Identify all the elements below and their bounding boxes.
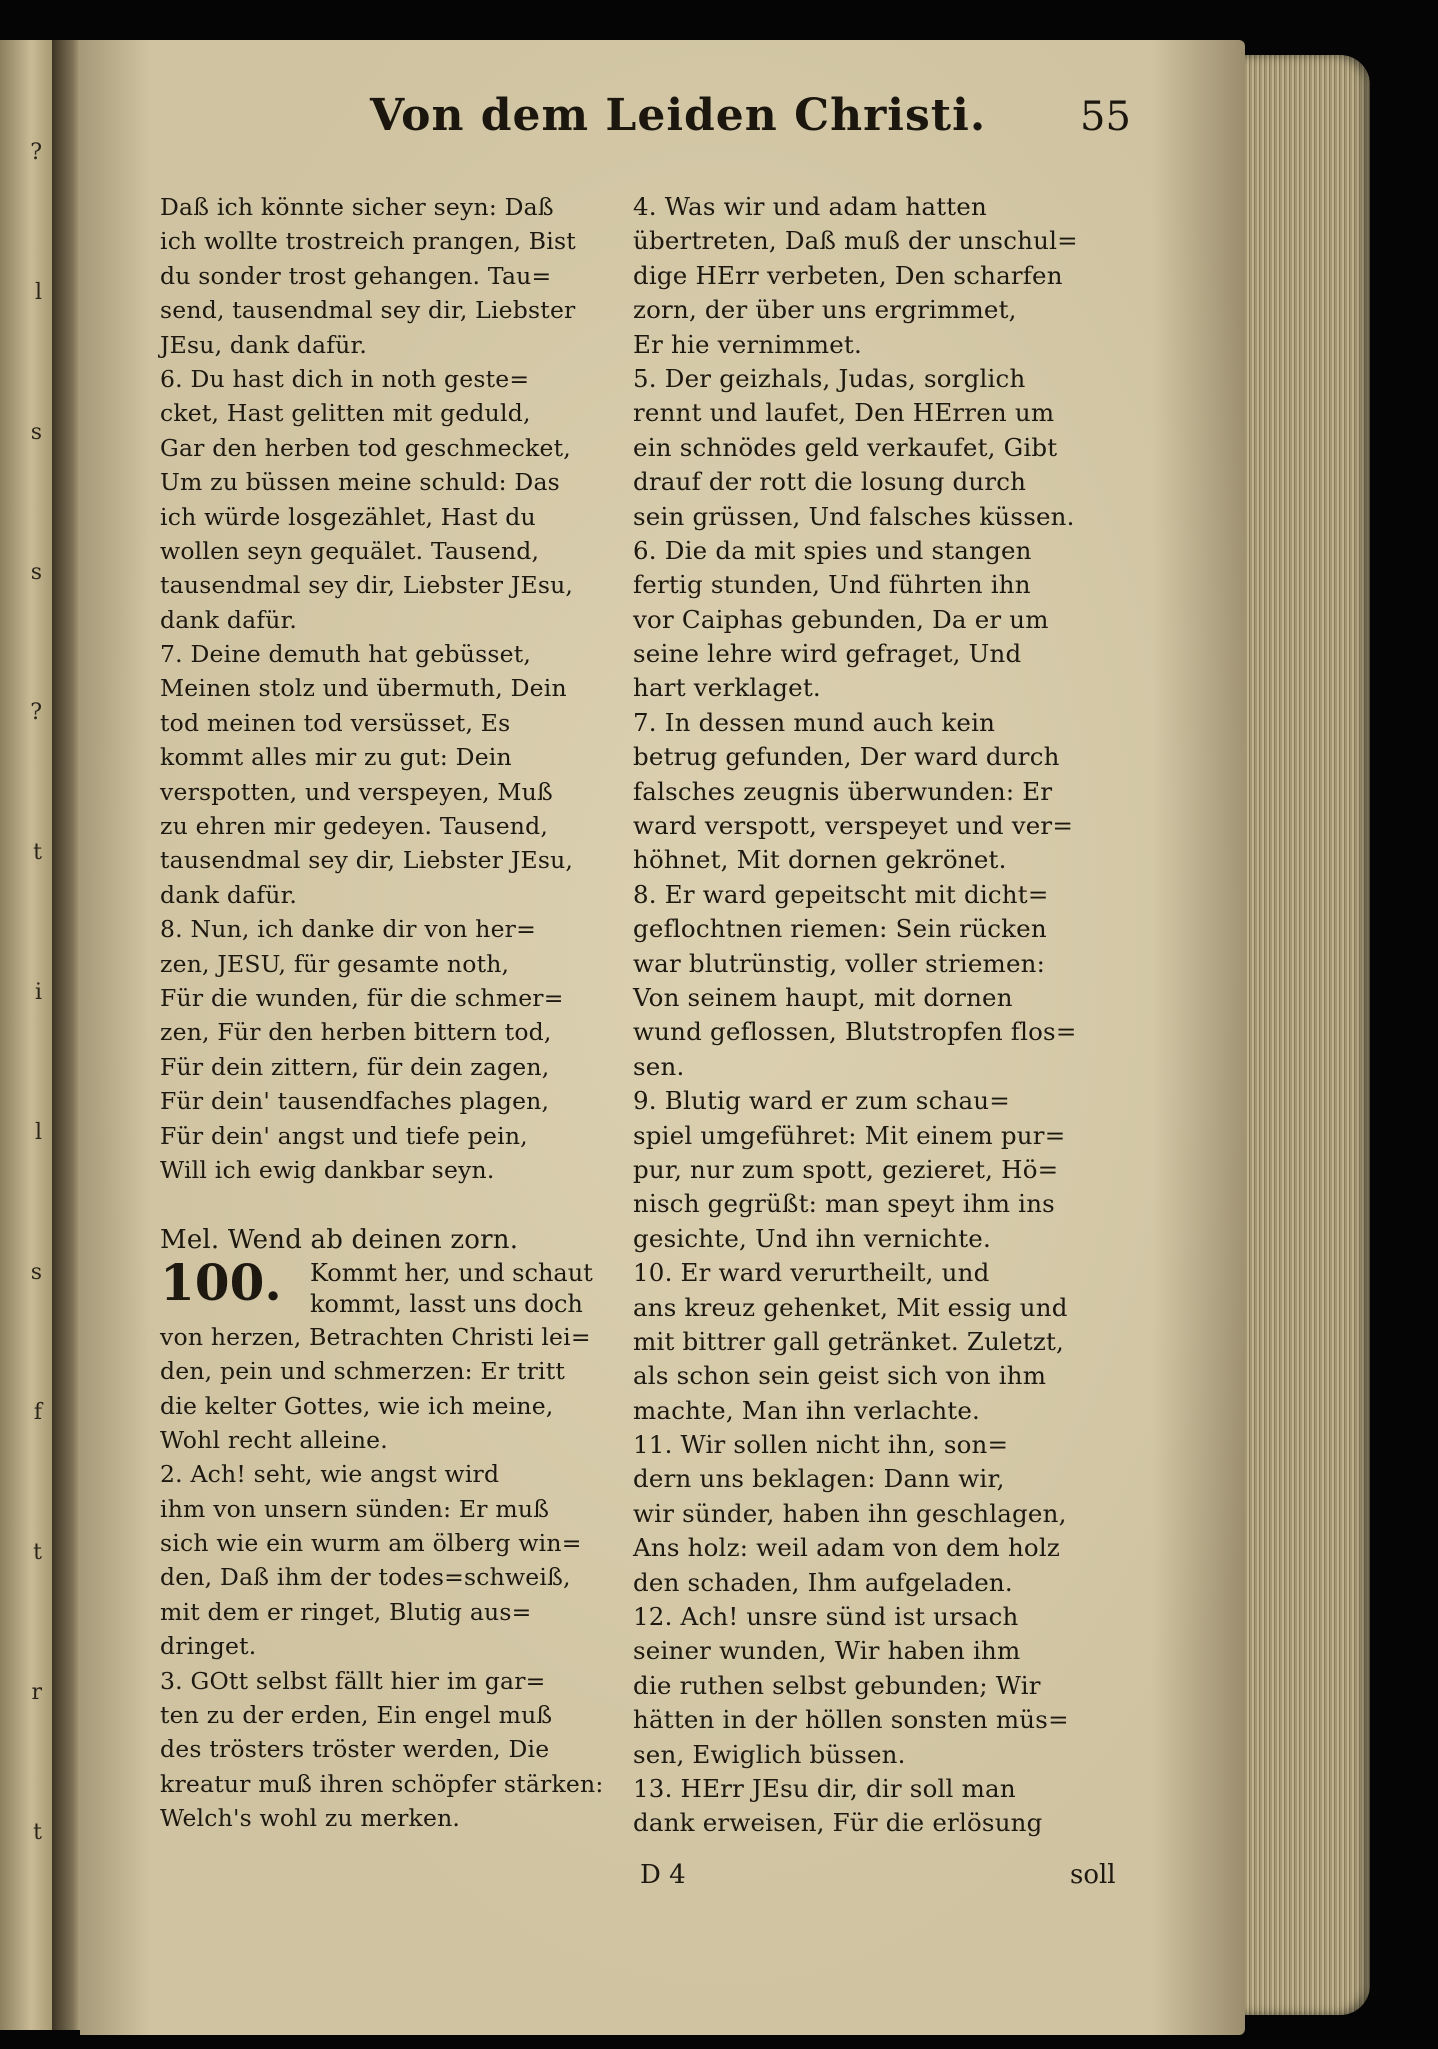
text-line: Um zu büssen meine schuld: Das (160, 468, 560, 497)
text-line: cket, Hast gelitten mit geduld, (160, 399, 531, 428)
text-line: zu ehren mir gedeyen. Tausend, (160, 812, 549, 841)
text-line: 8. Nun, ich danke dir von her= (160, 915, 537, 944)
text-line: 6. Du hast dich in noth geste= (160, 364, 530, 393)
text-line: fertig stunden, Und führten ihn (633, 570, 1031, 600)
text-line: 13. HErr JEsu dir, dir soll man (633, 1773, 1016, 1803)
text-line: dank erweisen, Für die erlösung (633, 1808, 1043, 1838)
text-line: 8. Er ward gepeitscht mit dicht= (633, 879, 1049, 909)
text-line: sen, Ewiglich büssen. (633, 1739, 906, 1769)
text-line: Wohl recht alleine. (160, 1425, 388, 1454)
text-line: pur, nur zum spott, gezieret, Hö= (633, 1154, 1059, 1184)
text-line: send, tausendmal sey dir, Liebster (160, 296, 576, 325)
text-line: Will ich ewig dankbar seyn. (160, 1155, 495, 1184)
page-number: 55 (1080, 94, 1131, 140)
text-line: mit bittrer gall getränket. Zuletzt, (633, 1326, 1064, 1356)
margin-fragment: l (34, 1120, 42, 1145)
text-line: vor Caiphas gebunden, Da er um (633, 604, 1049, 634)
text-line: Daß ich könnte sicher seyn: Daß (160, 193, 554, 221)
text-line: 6. Die da mit spies und stangen (633, 535, 1032, 565)
text-line: wir sünder, haben ihn geschlagen, (633, 1498, 1067, 1528)
text-line: dern uns beklagen: Dann wir, (633, 1464, 1005, 1494)
text-line: ihm von unsern sünden: Er muß (160, 1494, 550, 1523)
left-column (160, 190, 604, 1836)
text-line: Ans holz: weil adam von dem holz (633, 1533, 1061, 1563)
hymn-number: 100. (160, 1252, 282, 1312)
text-line: 7. Deine demuth hat gebüsset, (160, 640, 532, 669)
text-line: den, Daß ihm der todes=schweiß, (160, 1563, 571, 1592)
text-line: Für dein zittern, für dein zagen, (160, 1052, 550, 1081)
text-line: höhnet, Mit dornen gekrönet. (633, 845, 1007, 875)
text-line: tod meinen tod versüsset, Es (160, 708, 511, 737)
text-line: Für dein' angst und tiefe pein, (160, 1121, 528, 1150)
margin-fragment: s (30, 420, 42, 445)
text-line: drauf der rott die losung durch (633, 467, 1027, 497)
text-line: wollen seyn gequälet. Tausend, (160, 536, 540, 565)
catchword: soll (1070, 1860, 1116, 1890)
text-line: als schon sein geist sich von ihm (633, 1361, 1047, 1391)
spacer (160, 1187, 590, 1223)
text-line: 2. Ach! seht, wie angst wird (160, 1460, 500, 1489)
text-line: sen. (633, 1051, 685, 1081)
text-line: Für die wunden, für die schmer= (160, 983, 564, 1012)
text-line: du sonder trost gehangen. Tau= (160, 261, 552, 290)
text-line: wund geflossen, Blutstropfen flos= (633, 1017, 1077, 1047)
melody-line: Mel. Wend ab deinen zorn. (160, 1225, 519, 1256)
page-header (80, 90, 1180, 170)
text-line: ich wollte trostreich prangen, Bist (160, 227, 576, 256)
margin-fragment: t (33, 1540, 42, 1565)
text-line: ich würde losgezählet, Hast du (160, 502, 536, 531)
text-line: Er hie vernimmet. (633, 329, 862, 359)
text-line: die kelter Gottes, wie ich meine, (160, 1391, 554, 1420)
text-line: zen, Für den herben bittern tod, (160, 1018, 552, 1047)
text-line: 11. Wir sollen nicht ihn, son= (633, 1430, 1009, 1460)
text-line: hart verklaget. (633, 673, 821, 703)
text-line: ans kreuz gehenket, Mit essig und (633, 1292, 1068, 1322)
hymn-heading (160, 1252, 593, 1320)
text-line: mit dem er ringet, Blutig aus= (160, 1597, 532, 1626)
page-footer (640, 1860, 1140, 1900)
text-line: betrug gefunden, Der ward durch (633, 742, 1060, 772)
text-line: verspotten, und verspeyen, Muß (160, 777, 553, 806)
text-line: seine lehre wird gefraget, Und (633, 639, 1022, 669)
right-column (633, 190, 1153, 1841)
text-line: sein grüssen, Und falsches küssen. (633, 501, 1075, 531)
text-line: sich wie ein wurm am ölberg win= (160, 1529, 582, 1558)
text-line: 5. Der geizhals, Judas, sorglich (633, 363, 1026, 393)
page-edges (1240, 55, 1370, 2015)
text-line: Meinen stolz und übermuth, Dein (160, 674, 567, 703)
text-line: gesichte, Und ihn vernichte. (633, 1223, 991, 1253)
hymn-first-lines (310, 1258, 593, 1320)
text-line: Welch's wohl zu merken. (160, 1804, 461, 1833)
text-line: dige HErr verbeten, Den scharfen (633, 260, 1063, 290)
text-line: 7. In dessen mund auch kein (633, 707, 996, 737)
text-line: des trösters tröster werden, Die (160, 1735, 550, 1764)
text-line: ward verspott, verspeyet und ver= (633, 811, 1074, 841)
text-line: übertreten, Daß muß der unschul= (633, 226, 1078, 256)
text-line: den, pein und schmerzen: Er tritt (160, 1357, 566, 1386)
text-line: ein schnödes geld verkaufet, Gibt (633, 432, 1058, 462)
margin-fragment: s (30, 1260, 42, 1285)
text-line: ten zu der erden, Ein engel muß (160, 1701, 553, 1730)
text-line: Von seinem haupt, mit dornen (633, 982, 1013, 1012)
text-line: kreatur muß ihren schöpfer stärken: (160, 1769, 604, 1798)
text-line: falsches zeugnis überwunden: Er (633, 776, 1053, 806)
text-line: von herzen, Betrachten Christi lei= (160, 1322, 591, 1351)
text-line: dank dafür. (160, 605, 298, 634)
text-line: war blutrünstig, voller striemen: (633, 948, 1046, 978)
text-line: 10. Er ward verurtheilt, und (633, 1258, 990, 1288)
margin-fragment: r (31, 1680, 42, 1705)
text-line: die ruthen selbst gebunden; Wir (633, 1670, 1041, 1700)
margin-fragment: ? (30, 140, 42, 165)
text-line: dank dafür. (160, 880, 298, 909)
text-line: spiel umgeführet: Mit einem pur= (633, 1120, 1066, 1150)
margin-fragment: i (34, 980, 42, 1005)
text-line: geflochtnen riemen: Sein rücken (633, 914, 1047, 944)
text-line: dringet. (160, 1632, 257, 1661)
text-line: machte, Man ihn verlachte. (633, 1395, 981, 1425)
text-line: kommt, lasst uns doch (310, 1289, 583, 1318)
text-line: den schaden, Ihm aufgeladen. (633, 1567, 1013, 1597)
text-line: seiner wunden, Wir haben ihm (633, 1636, 1021, 1666)
margin-fragment: f (33, 1400, 42, 1425)
text-line: kommt alles mir zu gut: Dein (160, 743, 512, 772)
left-page-edge (0, 40, 53, 2030)
margin-fragment: l (34, 280, 42, 305)
text-line: 4. Was wir und adam hatten (633, 192, 987, 221)
margin-fragment: t (33, 840, 42, 865)
margin-fragment: s (30, 560, 42, 585)
text-line: 3. GOtt selbst fällt hier im gar= (160, 1666, 546, 1695)
text-line: rennt und laufet, Den HErren um (633, 398, 1055, 428)
text-line: Für dein' tausendfaches plagen, (160, 1087, 550, 1116)
text-line: Gar den herben tod geschmecket, (160, 433, 571, 462)
text-line: hätten in der höllen sonsten müs= (633, 1705, 1069, 1735)
margin-fragment: ? (30, 700, 42, 725)
margin-fragment: t (33, 1820, 42, 1845)
text-line: tausendmal sey dir, Liebster JEsu, (160, 846, 574, 875)
text-line: 12. Ach! unsre sünd ist ursach (633, 1602, 1019, 1632)
running-title: Von dem Leiden Christi. (370, 90, 987, 141)
text-line: tausendmal sey dir, Liebster JEsu, (160, 571, 574, 600)
text-line: nisch gegrüßt: man speyt ihm ins (633, 1189, 1055, 1219)
text-line: 9. Blutig ward er zum schau= (633, 1086, 1010, 1116)
text-line: zorn, der über uns ergrimmet, (633, 295, 1017, 325)
text-line: Kommt her, und schaut (310, 1258, 593, 1287)
signature-mark: D 4 (640, 1860, 686, 1890)
book-gutter (52, 40, 82, 2030)
text-line: zen, JESU, für gesamte noth, (160, 949, 510, 978)
text-line: JEsu, dank dafür. (160, 330, 368, 359)
